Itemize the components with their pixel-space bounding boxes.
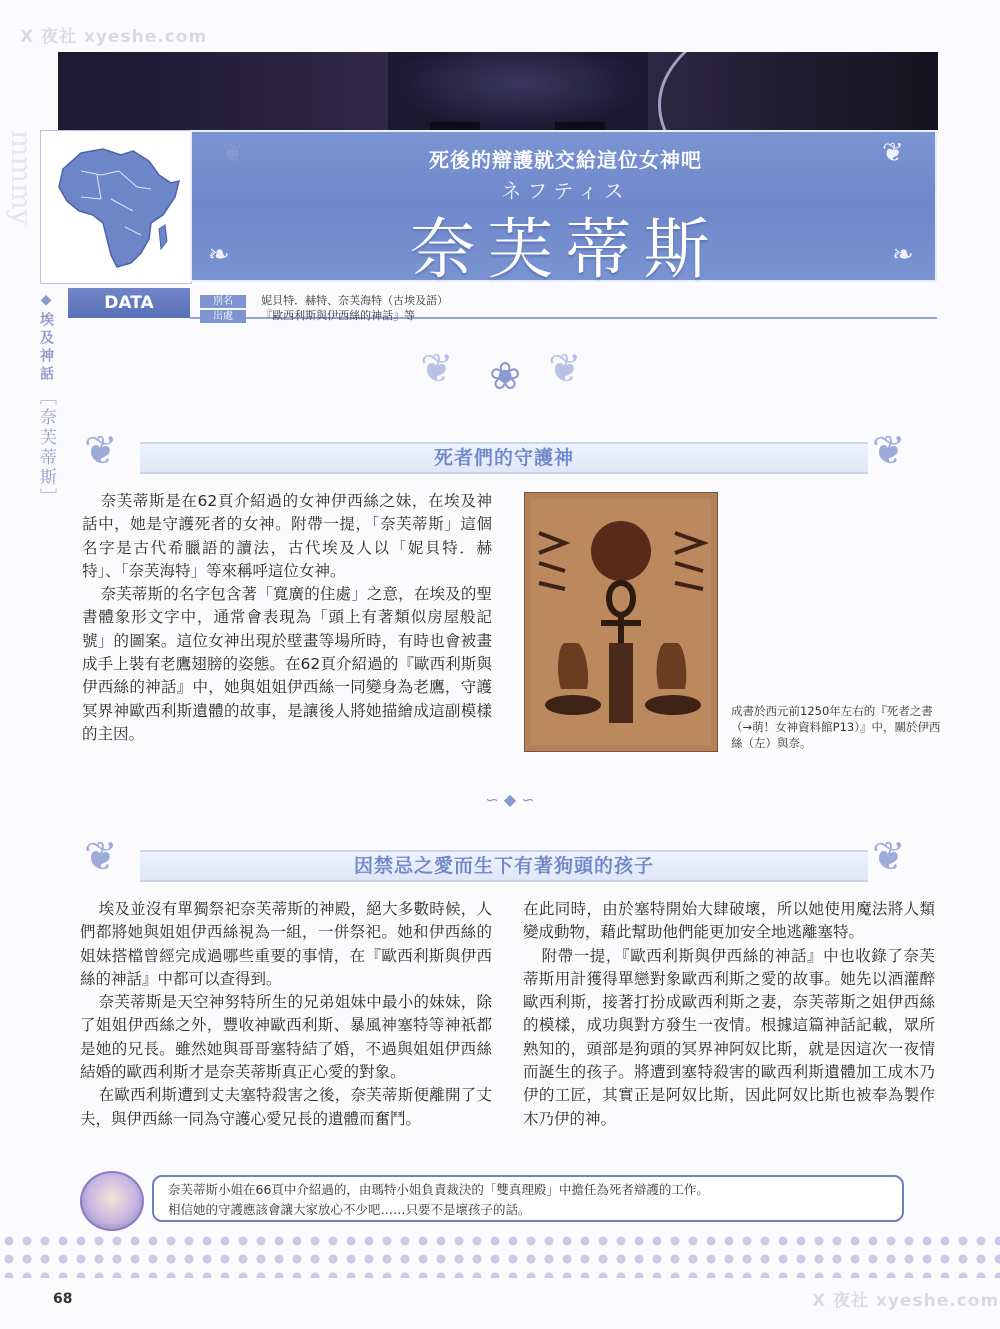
section2-body-right <box>523 898 935 1131</box>
watermark-top: X 夜社 xyeshe.com <box>20 27 208 47</box>
page-title: 奈芙蒂斯 <box>409 211 722 288</box>
section1-body <box>82 490 492 746</box>
page-subtitle: 死後的辯護就交給這位女神吧 <box>429 148 702 172</box>
moon-arc <box>658 52 938 130</box>
image-caption: 成書於西元前1250年左右的『死者之書（→萌！女神資料館P13）』中，關於伊西絲（左）與奈。 <box>731 704 941 750</box>
title-panel <box>190 130 937 288</box>
flourish-icon: ❦ <box>222 138 244 168</box>
data-tag: 出處 <box>200 310 246 323</box>
data-tag: 別名 <box>200 295 246 308</box>
data-label: DATA <box>68 288 190 318</box>
header-banner-illustration <box>58 52 938 130</box>
data-value: 妮貝特．赫特、奈芙海特（古埃及語） <box>261 294 449 307</box>
papyrus-illustration <box>524 492 718 752</box>
page-number: 68 <box>53 1291 73 1307</box>
flourish-icon: ∽ <box>485 790 499 809</box>
section2-body-left <box>80 898 492 1131</box>
book-of-dead-image <box>525 493 717 751</box>
comment-line: 相信她的守護應該會讓大家放心不少吧……只要不是壞孩子的話。 <box>168 1202 531 1217</box>
flourish-icon: ❦ <box>84 834 118 880</box>
paragraph: 在此同時，由於塞特開始大肆破壞，所以她使用魔法將人類變成動物，藉此幫助他們能更加安全地逃離塞特。 <box>523 900 935 942</box>
section-heading-text: 死者們的守護神 <box>433 447 574 469</box>
ornament-flower-icon: ❀ <box>489 354 521 398</box>
flourish-icon: ❦ <box>872 834 906 880</box>
character-comment-box <box>152 1175 904 1222</box>
flourish-icon: ❧ <box>892 240 914 270</box>
flourish-icon: ❦ <box>882 138 904 168</box>
watermark-bottom: X 夜社 xyeshe.com <box>812 1291 1000 1311</box>
flourish-icon: ❦ <box>420 346 454 392</box>
flourish-icon: ❦ <box>872 428 906 474</box>
character-hair <box>388 52 648 130</box>
data-row-source <box>200 304 415 323</box>
section-heading-text: 因禁忌之愛而生下有著狗頭的孩子 <box>353 855 654 877</box>
title-ruby: ネフティス <box>501 179 630 203</box>
paragraph: 埃及並沒有單獨祭祀奈芙蒂斯的神殿，絕大多數時候，人們都將她與姐姐伊西絲視為一組，一併祭祀。她和伊西絲的姐妹搭檔曾經完成過哪些重要的事情，在『歐西利斯與伊西絲的神話』中都可以查得到。 <box>80 900 492 988</box>
paragraph: 奈芙蒂斯是在62頁介紹過的女神伊西絲之妹，在埃及神話中，她是守護死者的女神。附帶一提，「奈芙蒂斯」這個名字是古代希臘語的讀法，古代埃及人以「妮貝特．赫特」、「奈芙海特」等來稱呼這位女神。 <box>82 492 492 580</box>
africa-map <box>40 130 192 284</box>
sidebar-category <box>36 292 54 508</box>
flourish-icon: ❧ <box>208 240 230 270</box>
flourish-icon: ❦ <box>84 428 118 474</box>
ornament-divider <box>450 790 570 809</box>
avatar <box>80 1171 144 1231</box>
comment-line: 奈芙蒂斯小姐在66頁中介紹過的，由瑪特小姐負責裁決的「雙真理殿」中擔任為死者辯護的工作。 <box>168 1182 709 1197</box>
section-heading-2 <box>140 850 868 882</box>
paragraph: 奈芙蒂斯是天空神努特所生的兄弟姐妹中最小的妹妹，除了姐姐伊西絲之外，豐收神歐西利斯、暴風神塞特等神祇都是她的兄長。雖然她與哥哥塞特結了婚，不過與姐姐伊西絲結婚的歐西利斯才是奈芙蒂斯真正心愛的對象。 <box>80 993 492 1082</box>
paragraph: 附帶一提，『歐西利斯與伊西絲的神話』中也收錄了奈芙蒂斯用計獲得單戀對象歐西利斯之愛的故事。她先以酒灌醉歐西利斯，接著打扮成歐西利斯之妻，奈芙蒂斯之姐伊西絲的模樣，成功與對方發生一夜情。根據這篇神話記載，眾所熟知的，頭部是狗頭的冥界神阿奴比斯，就是因這次一夜情而誕生的孩子。將遭到塞特殺害的歐西利斯遺體加工成木乃伊的工匠，其實正是阿奴比斯，因此阿奴比斯也被奉為製作木乃伊的神。 <box>523 946 935 1128</box>
flourish-icon: ∽ <box>521 790 535 809</box>
paragraph: 奈芙蒂斯的名字包含著「寬廣的住處」之意，在埃及的聖書體象形文字中，通常會表現為「頭上有著類似房屋般記號」的圖案。這位女神出現於壁畫等場所時，有時也會被畫成手上裝有老鷹翅膀的姿態。在62頁介紹過的『歐西利斯與伊西絲的神話』中，她與姐姐伊西絲一同變身為老鷹，守護冥界神歐西利斯遺體的故事，是讓後人將她描繪成這副模樣的主因。 <box>82 585 492 743</box>
category-label: ◆埃及神話 <box>38 292 54 384</box>
africa-map-icon <box>41 131 191 283</box>
section-heading-1 <box>140 442 868 474</box>
data-value: 『歐西利斯與伊西絲的神話』等 <box>261 309 416 322</box>
diamond-icon: ◆ <box>503 790 517 809</box>
category-entry: ［奈芙蒂斯］ <box>36 388 56 508</box>
ghost-text-decoration: mmmy <box>5 130 38 226</box>
paragraph: 在歐西利斯遭到丈夫塞特殺害之後，奈芙蒂斯便離開了丈夫，與伊西絲一同為守護心愛兄長的遺體而奮鬥。 <box>80 1086 492 1128</box>
flourish-icon: ❦ <box>548 346 582 392</box>
dot-pattern-decoration <box>0 1232 1000 1278</box>
